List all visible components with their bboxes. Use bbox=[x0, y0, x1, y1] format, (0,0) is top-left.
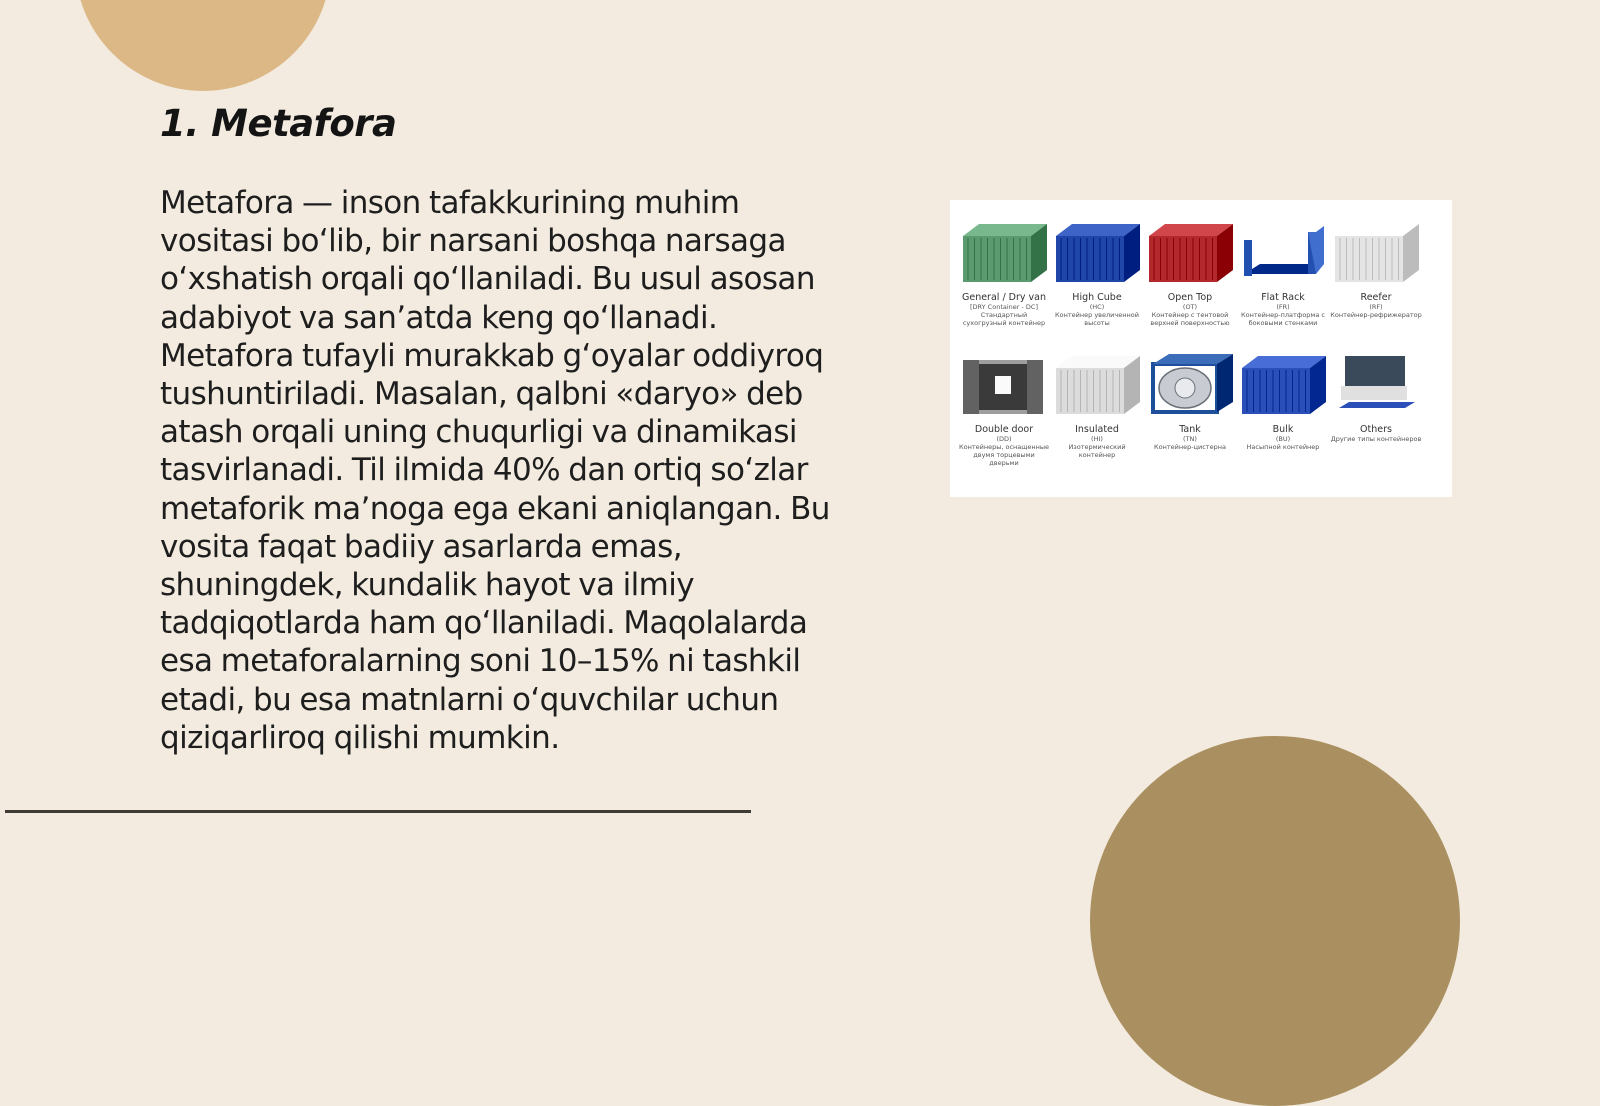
container-type-description: Контейнер-цистерна bbox=[1154, 443, 1226, 451]
container-type-code: (TN) bbox=[1183, 435, 1197, 443]
container-type-description: Контейнер-рефрижератор bbox=[1330, 311, 1422, 319]
container-type-code: (HI) bbox=[1091, 435, 1103, 443]
decorative-circle-top bbox=[75, 0, 331, 91]
container-type-code: (HC) bbox=[1089, 303, 1105, 311]
container-illustration bbox=[1144, 350, 1236, 422]
container-type-description: Стандартный сухогрузный контейнер bbox=[962, 311, 1046, 327]
container-type-name: Double door bbox=[974, 424, 1034, 435]
container-type-item bbox=[958, 350, 1050, 467]
container-type-description: Насыпной контейнер bbox=[1246, 443, 1320, 451]
container-type-name: Others bbox=[1360, 424, 1392, 435]
container-illustration bbox=[1330, 218, 1422, 290]
container-type-description: Изотермический контейнер bbox=[1068, 443, 1126, 459]
decorative-circle-bottom bbox=[1090, 736, 1460, 1106]
container-illustration bbox=[958, 218, 1050, 290]
container-type-item bbox=[1051, 218, 1143, 327]
container-illustration bbox=[1144, 218, 1236, 290]
container-type-name: High Cube bbox=[1072, 292, 1122, 303]
container-illustration bbox=[958, 350, 1050, 422]
container-type-code: (RF) bbox=[1369, 303, 1383, 311]
container-type-name: General / Dry van bbox=[961, 292, 1046, 303]
container-type-name: Bulk bbox=[1272, 424, 1294, 435]
container-type-code: (BU) bbox=[1275, 435, 1291, 443]
container-type-code: (OT) bbox=[1182, 303, 1198, 311]
container-type-name: Open Top bbox=[1167, 292, 1213, 303]
slide-title: 1. Metafora bbox=[160, 102, 397, 145]
container-type-item bbox=[1330, 218, 1422, 319]
divider-line bbox=[5, 810, 751, 813]
container-type-code: (DD) bbox=[996, 435, 1012, 443]
container-type-name: Flat Rack bbox=[1261, 292, 1305, 303]
container-type-item bbox=[1144, 350, 1236, 451]
container-type-description: Контейнеры, оснащенные двумя торцевыми дверьми bbox=[958, 443, 1050, 467]
container-type-item bbox=[1051, 350, 1143, 459]
container-type-item bbox=[958, 218, 1050, 327]
container-type-name: Insulated bbox=[1075, 424, 1119, 435]
container-type-description: Контейнер увеличенной высоты bbox=[1055, 311, 1139, 327]
container-illustration bbox=[1330, 350, 1422, 422]
container-illustration bbox=[1237, 218, 1329, 290]
container-type-description: Другие типы контейнеров bbox=[1330, 435, 1422, 443]
container-illustration bbox=[1051, 218, 1143, 290]
container-type-item bbox=[1237, 218, 1329, 327]
container-type-description: Контейнер-платформа с боковыми стенками bbox=[1241, 311, 1325, 327]
container-type-item bbox=[1144, 218, 1236, 327]
container-type-code: (FR) bbox=[1276, 303, 1290, 311]
container-type-item bbox=[1237, 350, 1329, 451]
slide-paragraph: Metafora — inson tafakkurining muhim vositasi bo‘lib, bir narsani boshqa narsaga o‘xshatish orqali qo‘llaniladi. Bu usul asosan adabiyot va san’atda keng qo‘llanadi. Metafora tufayli murakkab g‘oyalar oddiyroq tushuntiriladi. Masalan, qalbni «daryo» deb atash orqali uning chuqurligi va dinamikasi tasvirlanadi. Til ilmida 40% dan ortiq so‘zlar metaforik ma’noga ega ekani aniqlangan. Bu vosita faqat badiiy asarlarda emas, shuningdek, kundalik hayot va ilmiy tadqiqotlarda ham qo‘llaniladi. Maqolalarda esa metaforalarning soni 10–15% ni tashkil etadi, bu esa matnlarni o‘quvchilar uchun qiziqarliroq qilishi mumkin. bbox=[160, 185, 830, 756]
container-type-name: Tank bbox=[1179, 424, 1201, 435]
container-illustration bbox=[1051, 350, 1143, 422]
container-type-item bbox=[1330, 350, 1422, 443]
container-type-description: Контейнер с тентовой верхней поверхностью bbox=[1150, 311, 1230, 327]
container-illustration bbox=[1237, 350, 1329, 422]
container-type-name: Reefer bbox=[1360, 292, 1392, 303]
container-type-code: [DRY Container - DC] bbox=[970, 303, 1038, 311]
container-types-figure bbox=[950, 200, 1452, 497]
